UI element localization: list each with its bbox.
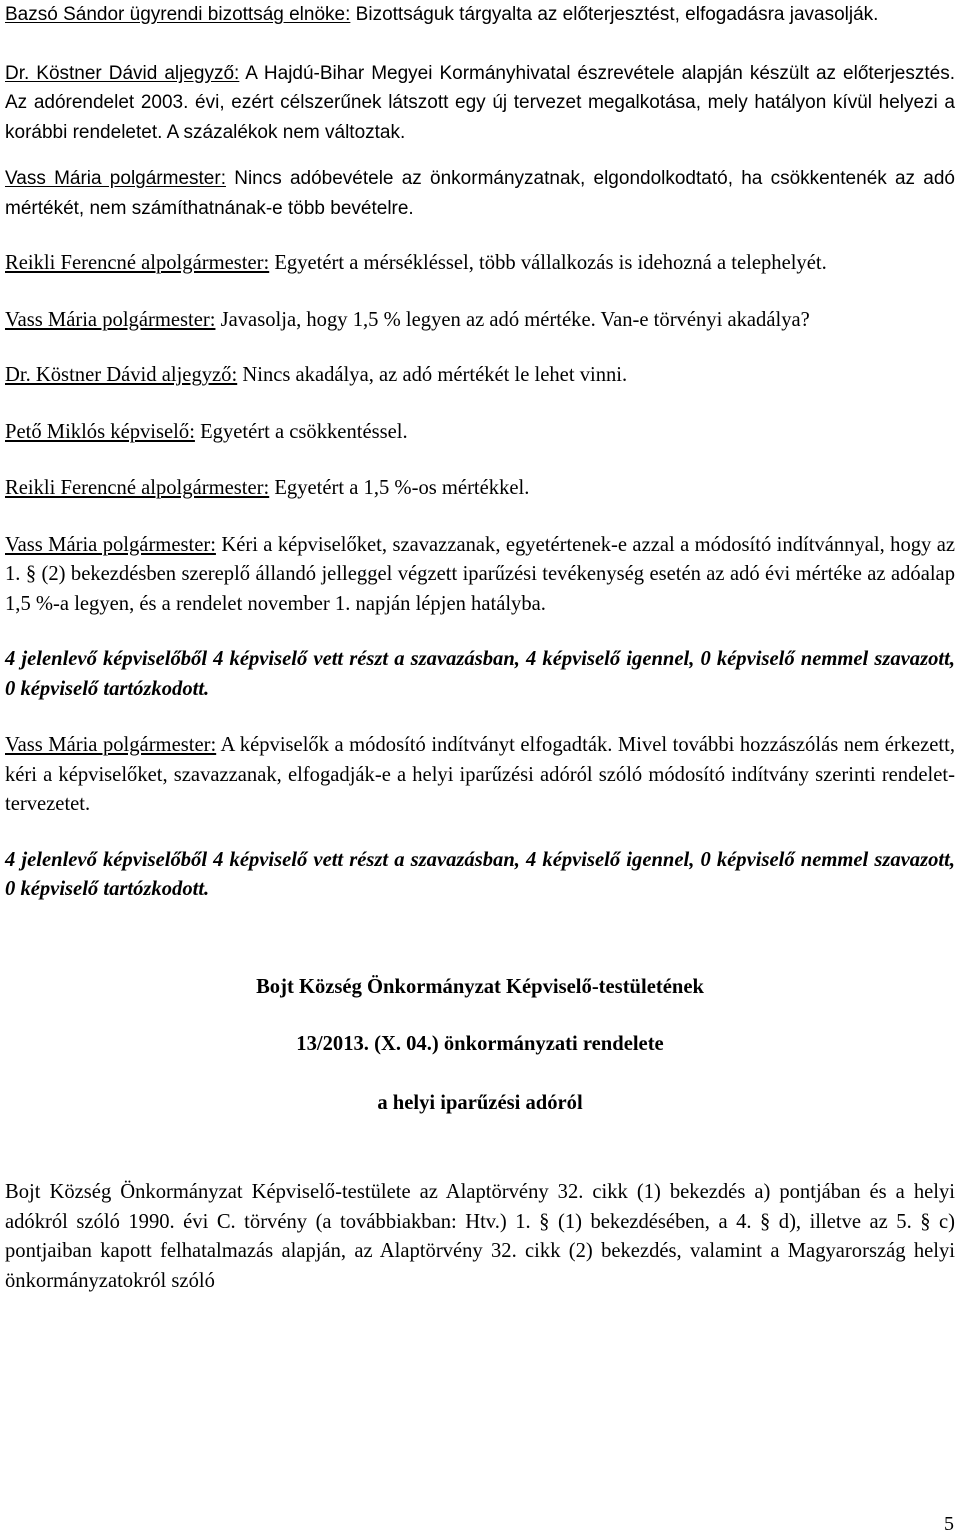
document-page (5, 0, 955, 1296)
decree-title-number: 13/2013. (X. 04.) önkormányzati rendelete (296, 1033, 664, 1055)
minutes-paragraph (5, 731, 955, 820)
speaker-name: Dr. Köstner Dávid aljegyző: (5, 364, 238, 386)
minutes-paragraph (5, 474, 955, 504)
speech-text: Nincs akadálya, az adó mértékét le lehet vinni. (237, 364, 628, 386)
speaker-name: Vass Mária polgármester: (5, 168, 226, 189)
speaker-name: Reikli Ferencné alpolgármester: (5, 477, 270, 499)
minutes-paragraph (5, 361, 955, 391)
vote-result: 4 jelenlevő képviselőből 4 képviselő vett részt a szavazásban, 4 képviselő igennel, 0 képviselő nemmel szavazott, 0 képviselő tartózkodott. (5, 648, 955, 700)
speaker-name: Reikli Ferencné alpolgármester: (5, 252, 270, 274)
minutes-paragraph (5, 164, 955, 223)
speech-text: A Hajdú-Bihar Megyei Kormányhivatal észrevétele alapján készült az előterjesztés. Az adórendelet 2003. évi, ezért célszerűnek látszott egy új tervezet megalkotása, mely hatályon kívül helyezi a korábbi rendeletet. A százalékok nem változtak. (5, 62, 955, 143)
speaker-name: Vass Mária polgármester: (5, 533, 216, 556)
speech-text: Kéri a képviselőket, szavazzanak, egyetértenek-e azzal a módosító indítvánnyal, hogy az 1. § (2) bekezdésben szereplő állandó jelleggel végzett iparűzési tevékenység esetén az adó évi mértéke az adóalap 1,5 %-a legyen, és a rendelet november 1. napján lépjen hatályba. (5, 533, 956, 615)
vote-result: 4 jelenlevő képviselőből 4 képviselő vett részt a szavazásban, 4 képviselő igennel, 0 képviselő nemmel szavazott, 0 képviselő tartózkodott. (5, 848, 955, 900)
decree-preamble: Bojt Község Önkormányzat Képviselő-testülete az Alaptörvény 32. cikk (1) bekezdés a) pontjában és a helyi adókról szóló 1990. évi C. törvény (a továbbiakban: Htv.) 1. § (1) bekezdésében, a 4. § d), illetve az 5. § c) pontjaiban kapott felhatalmazás alapján, az Alaptörvény 32. cikk (2) bekezdés, valamint a Magyarország helyi önkormányzatokról szóló (5, 1181, 955, 1292)
speech-text: Egyetért a 1,5 %-os mértékkel. (269, 477, 530, 499)
speech-text: Egyetért a mérsékléssel, több vállalkozás is idehozná a telephelyét. (269, 252, 827, 274)
speech-text: Egyetért a csökkentéssel. (194, 420, 408, 443)
speech-text: Nincs adóbevétele az önkormányzatnak, elgondolkodtató, ha csökkentenék az adó mértékét, nem számíthatnának-e több bevételre. (5, 168, 955, 219)
speech-text: Javasolja, hogy 1,5 % legyen az adó mértéke. Van-e törvényi akadálya? (215, 308, 810, 331)
speaker-name: Pető Miklós képviselő: (5, 420, 195, 443)
minutes-paragraph (5, 0, 955, 30)
minutes-paragraph (5, 418, 955, 448)
minutes-paragraph (5, 249, 955, 279)
speaker-name: Bazsó Sándor ügyrendi bizottság elnöke: (5, 4, 351, 25)
speech-text: A képviselők a módosító indítványt elfogadták. Mivel további hozzászólás nem érkezett, kéri a képviselőket, szavazzanak, elfogadják-e a helyi iparűzési adóról szóló módosító indítvány szerinti rendelet-tervezetet. (5, 734, 955, 815)
minutes-paragraph (5, 531, 955, 620)
minutes-paragraph (5, 306, 955, 336)
speech-text: Bizottságuk tárgyalta az előterjesztést, elfogadásra javasolják. (350, 4, 879, 25)
minutes-paragraph (5, 59, 955, 148)
decree-title-issuer: Bojt Község Önkormányzat Képviselő-testületének (256, 975, 704, 998)
speaker-name: Vass Mária polgármester: (5, 308, 216, 331)
speaker-name: Dr. Köstner Dávid aljegyző: (5, 62, 240, 84)
speaker-name: Vass Mária polgármester: (5, 734, 217, 756)
page-number: 5 (944, 1513, 954, 1535)
decree-title-subject: a helyi iparűzési adóról (377, 1091, 583, 1114)
